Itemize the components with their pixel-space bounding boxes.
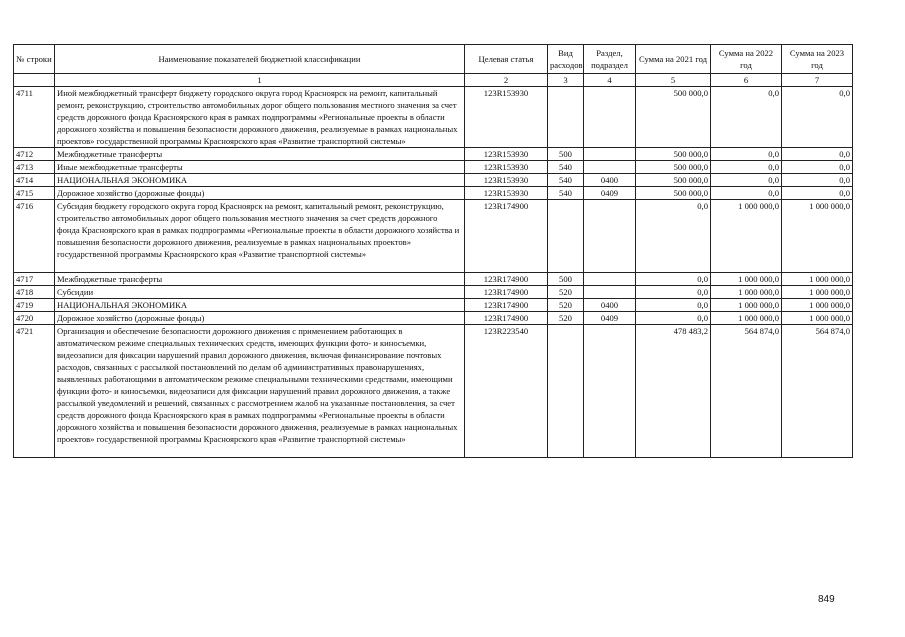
- row-name: Дорожное хозяйство (дорожные фонды): [55, 312, 465, 325]
- row-target: 123R153930: [465, 87, 548, 148]
- header-section: Раздел, подраздел: [584, 45, 636, 74]
- table-row: [14, 174, 853, 187]
- row-number: 4715: [14, 187, 55, 200]
- row-section: 0409: [584, 187, 636, 200]
- row-sum-2021: 500 000,0: [636, 187, 711, 200]
- column-number: 7: [782, 74, 853, 87]
- column-number: 2: [465, 74, 548, 87]
- row-number: 4714: [14, 174, 55, 187]
- row-number: 4716: [14, 200, 55, 273]
- row-sum-2021: 0,0: [636, 200, 711, 273]
- row-sum-2023: 564 874,0: [782, 325, 853, 458]
- row-number: 4721: [14, 325, 55, 458]
- row-sum-2023: 0,0: [782, 148, 853, 161]
- table-row: [14, 87, 853, 148]
- column-number: 6: [711, 74, 782, 87]
- row-sum-2023: 0,0: [782, 174, 853, 187]
- row-sum-2021: 500 000,0: [636, 148, 711, 161]
- row-name: НАЦИОНАЛЬНАЯ ЭКОНОМИКА: [55, 299, 465, 312]
- row-section: 0409: [584, 312, 636, 325]
- row-name: Организация и обеспечение безопасности дорожного движения с применением работающих в автоматическом режиме специальных технических средств, имеющих функции фото- и киносъемки, видеозаписи для фиксации нарушений правил дорожного движения, включая финансирование почтовых расходов, связанных с рассылкой постановлений по делам об административных правонарушениях, выявленных работающими в автоматическом режиме специальными техническими средствами, имеющими функции фото- и киносъемки, видеозаписи для фиксации нарушений правил дорожного движения, а также рассылкой уведомлений и решений, связанных с рассмотрением жалоб на указанные постановления, за счет средств дорожного фонда Красноярского края в рамках подпрограммы «Региональные проекты в области дорожного хозяйства и повышения безопасности дорожного движения, реализуемые в рамках национальных проектов» государственной программы Красноярского края «Развитие транспортной системы»: [55, 325, 465, 458]
- row-number: 4717: [14, 273, 55, 286]
- column-number-row: [14, 74, 853, 87]
- row-sum-2021: 0,0: [636, 286, 711, 299]
- row-expense-type: 540: [548, 174, 584, 187]
- row-sum-2021: 500 000,0: [636, 161, 711, 174]
- row-target: 123R153930: [465, 187, 548, 200]
- row-target: 123R153930: [465, 161, 548, 174]
- row-name: НАЦИОНАЛЬНАЯ ЭКОНОМИКА: [55, 174, 465, 187]
- row-sum-2023: 1 000 000,0: [782, 299, 853, 312]
- table-row: [14, 187, 853, 200]
- table-row: [14, 148, 853, 161]
- row-name: Субсидии: [55, 286, 465, 299]
- row-number: 4713: [14, 161, 55, 174]
- header-name: Наименование показателей бюджетной классификации: [55, 45, 465, 74]
- row-name: Межбюджетные трансферты: [55, 273, 465, 286]
- row-expense-type: 520: [548, 312, 584, 325]
- row-sum-2021: 0,0: [636, 299, 711, 312]
- row-name: Субсидия бюджету городского округа город Красноярск на ремонт, капитальный ремонт, реконструкцию, строительство автомобильных дорог общего пользования местного значения за счет средств дорожного фонда Красноярского края в рамках подпрограммы «Региональные проекты в области дорожного хозяйства и повышения безопасности дорожного движения, реализуемые в рамках национальных проектов» государственной программы Красноярского края «Развитие транспортной системы»: [55, 200, 465, 273]
- row-section: [584, 273, 636, 286]
- header-sum-2022: Сумма на 2022 год: [711, 45, 782, 74]
- row-sum-2023: 1 000 000,0: [782, 200, 853, 273]
- header-target: Целевая статья: [465, 45, 548, 74]
- table-row: [14, 325, 853, 458]
- header-sum-2021: Сумма на 2021 год: [636, 45, 711, 74]
- row-sum-2023: 0,0: [782, 161, 853, 174]
- row-sum-2022: 0,0: [711, 87, 782, 148]
- table-row: [14, 299, 853, 312]
- row-target: 123R153930: [465, 148, 548, 161]
- row-section: [584, 286, 636, 299]
- row-sum-2022: 564 874,0: [711, 325, 782, 458]
- column-number: 1: [55, 74, 465, 87]
- row-sum-2022: 0,0: [711, 148, 782, 161]
- table-row: [14, 200, 853, 273]
- row-number: 4712: [14, 148, 55, 161]
- row-sum-2022: 0,0: [711, 161, 782, 174]
- row-section: 0400: [584, 299, 636, 312]
- row-expense-type: 500: [548, 273, 584, 286]
- page-number: 849: [818, 594, 835, 605]
- row-target: 123R174900: [465, 286, 548, 299]
- row-number: 4711: [14, 87, 55, 148]
- row-sum-2022: 1 000 000,0: [711, 200, 782, 273]
- row-sum-2022: 0,0: [711, 187, 782, 200]
- row-sum-2022: 0,0: [711, 174, 782, 187]
- row-name: Межбюджетные трансферты: [55, 148, 465, 161]
- row-sum-2022: 1 000 000,0: [711, 299, 782, 312]
- row-sum-2022: 1 000 000,0: [711, 286, 782, 299]
- row-number: 4719: [14, 299, 55, 312]
- row-target: 123R174900: [465, 200, 548, 273]
- row-sum-2023: 0,0: [782, 87, 853, 148]
- table-row: [14, 286, 853, 299]
- header-sum-2023: Сумма на 2023 год: [782, 45, 853, 74]
- row-expense-type: 500: [548, 148, 584, 161]
- header-row-no: № строки: [14, 45, 55, 74]
- row-expense-type: [548, 200, 584, 273]
- row-expense-type: 520: [548, 286, 584, 299]
- row-target: 123R174900: [465, 299, 548, 312]
- row-sum-2021: 500 000,0: [636, 87, 711, 148]
- row-section: [584, 87, 636, 148]
- row-expense-type: 520: [548, 299, 584, 312]
- row-sum-2022: 1 000 000,0: [711, 312, 782, 325]
- row-target: 123R174900: [465, 312, 548, 325]
- row-target: 123R153930: [465, 174, 548, 187]
- row-number: 4718: [14, 286, 55, 299]
- row-name: Дорожное хозяйство (дорожные фонды): [55, 187, 465, 200]
- table-row: [14, 273, 853, 286]
- row-section: [584, 325, 636, 458]
- row-sum-2021: 478 483,2: [636, 325, 711, 458]
- column-number: 5: [636, 74, 711, 87]
- row-sum-2023: 0,0: [782, 187, 853, 200]
- row-expense-type: 540: [548, 187, 584, 200]
- row-sum-2021: 500 000,0: [636, 174, 711, 187]
- row-section: [584, 161, 636, 174]
- row-number: 4720: [14, 312, 55, 325]
- row-target: 123R174900: [465, 273, 548, 286]
- row-sum-2021: 0,0: [636, 312, 711, 325]
- row-expense-type: 540: [548, 161, 584, 174]
- row-sum-2023: 1 000 000,0: [782, 286, 853, 299]
- row-expense-type: [548, 87, 584, 148]
- row-name: Иные межбюджетные трансферты: [55, 161, 465, 174]
- row-expense-type: [548, 325, 584, 458]
- header-expense-type: Вид расходов: [548, 45, 584, 74]
- header-row: [14, 45, 853, 74]
- table-row: [14, 161, 853, 174]
- column-number: 4: [584, 74, 636, 87]
- row-section: [584, 148, 636, 161]
- row-section: [584, 200, 636, 273]
- column-number: [14, 74, 55, 87]
- row-sum-2021: 0,0: [636, 273, 711, 286]
- row-sum-2023: 1 000 000,0: [782, 273, 853, 286]
- row-section: 0400: [584, 174, 636, 187]
- row-sum-2022: 1 000 000,0: [711, 273, 782, 286]
- row-sum-2023: 1 000 000,0: [782, 312, 853, 325]
- budget-table: [13, 44, 853, 458]
- table-row: [14, 312, 853, 325]
- row-name: Иной межбюджетный трансферт бюджету городского округа город Красноярск на ремонт, капитальный ремонт, реконструкцию, строительство автомобильных дорог общего пользования местного значения за счет средств дорожного фонда Красноярского края в рамках подпрограммы «Региональные проекты в области дорожного хозяйства и повышения безопасности дорожного движения, реализуемые в рамках национальных проектов» государственной программы Красноярского края «Развитие транспортной системы»: [55, 87, 465, 148]
- row-target: 123R223540: [465, 325, 548, 458]
- column-number: 3: [548, 74, 584, 87]
